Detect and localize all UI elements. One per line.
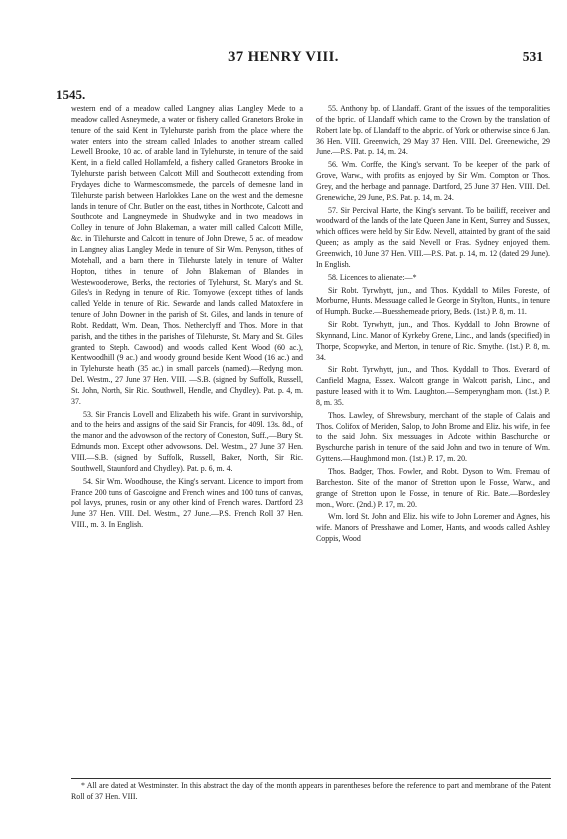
entry-55: 55. Anthony bp. of Llandaff. Grant of the issues of the temporalities of the bpric. of Llandaff which came to the Crown by the translation of Robert late bp. of Llandaff to the abpric. of York or otherwise since 6 Jan. 36 Hen. VIII. Greenwich, 29 May 37 Hen. VIII. Del. Greenewiche, 29 June.—P.S. Pat. p. 14, m. 24. bbox=[316, 104, 550, 157]
entry-58-heading: 58. Licences to alienate:—* bbox=[328, 272, 417, 282]
year-marker: 1545. bbox=[56, 87, 86, 102]
licence-item: Thos. Badger, Thos. Fowler, and Robt. Dyson to Wm. Fremau of Barcheston. Site of the manor of Stretton upon le Fosse, Warw., and grange of Stretton upon le Fosse, in tenure of Ric. Bate.—Bordesley mon., Worc. (2nd.) P. 17, m. 20. bbox=[316, 467, 550, 509]
left-column bbox=[71, 104, 303, 531]
licence-item: Sir Robt. Tyrwhytt, jun., and Thos. Kyddall to John Browne of Skynnand, Linc. Manor of Kyrkeby Grene, Linc., and lands (specified) in Thorpe, Scopwyke, and Merton, in tenure of Ric. Smythe. (1st.) P. 8, m. 34. bbox=[316, 320, 550, 362]
entry-56: 56. Wm. Corffe, the King's servant. To be keeper of the park of Grove, Warw., with profits as enjoyed by Sir Wm. Compton or Thos. Grey, and the herbage and pannage. Dartford, 25 June 37 Hen. VIII. Del. Grenewiche, 29 June, P.S. Pat. p. 14, m. 24. bbox=[316, 160, 550, 202]
footnote-text: * All are dated at Westminster. In this abstract the day of the month appears in parentheses before the reference to part and membrane of the Patent Roll of 37 Hen. VIII. bbox=[71, 781, 551, 801]
licence-item: Thos. Lawley, of Shrewsbury, merchant of the staple of Calais and Thos. Colifox of Meriden, Salop, to John Brome and Eliz. his wife, in fee to the said John. Six messuages in Adcote within Baschurche or Byschurche parish in tenure of the said John and two in tenure of Wm. Gyttens.—Haughmond mon. (1st.) P. 17, m. 20. bbox=[316, 410, 550, 464]
entry-57: 57. Sir Percival Harte, the King's servant. To be bailiff, receiver and woodward of the lands of the late Queen Jane in Kent, Surrey and Sussex, which offices were held by Sir Edw. Nevell, attainted by grant of the said Queen; as amply as the said Nevell or Fras. Sydney enjoyed them. Greenwich, 10 June 37 Hen. VIII.—P.S. Pat. p. 14, m. 12 (dated 29 June). In English. bbox=[316, 205, 550, 269]
running-title: 37 HENRY VIII. bbox=[228, 49, 339, 65]
footnote bbox=[71, 781, 551, 803]
footnote-divider bbox=[71, 778, 551, 779]
entry-52-continuation: western end of a meadow called Langney alias Langley Mede to a meadow called Asneymede, a water or fishery called Granetors Broke in tenure of the said Kent in Tylehurste parish from the place where the water enters into the stream called Inlades to another stream called Lewell Brooke, 10 ac. of arable land in Tylehurste, in tenure of the said Kent, in a field called Hollamfeld, a fishery called Granetors Brooke in Tylehurste parish between Calcott Mill and Southecott extending from Frydayes diche to Warmescomsmede, the parcels of demesne land in Tilehurste parish between Harlokkes Lane on the west and the demesne lands in tenure of Chr. Butler on the east, tithes in Northcote, Calcott and Southcote and Langneymede in Shudwyke and in two meadows in Colley in tenure of John Blakeman, a water mill called Calcott Mille, &c. in Tilehurste and Calcott in tenure of John Drewe, 5 ac. of meadow in Langney alias Langley Mede in tenure of Sir Wm. Penyson, tithes of Motehall, and a barn there in Tilehurste lately in tenure of Walter Hopton, tithes in tenure of John Blakeman of Blandes in Westewooderowe, Berks, the rectories of Tylehurst, St. Mary's and St. Giles's in Redyng in tenure of Ric. Tomyowe (except tithes of lands called Yelde in tenure of Ric. Sewarde and lands called Matoxfere in tenure of John Downer in the parish of St. Giles, and lands in tenure of Robt. Reddatt, Wm. Dean, Thos. Netherclyff and Thos. More in that parish, and the tithes in the parishes of Tilehurste, St. Mary and St. Giles granted to Steph. Cawood) and woods called Kent Wood (60 ac.), Kentwoodhill (9 ac.) and woody ground beside Kent Wood (16 ac.) and in Tylehurste heath (35 ac.) in small parcels (named).—Redyng mon. Del. Westm., 27 June 37 Hen. VIII. —S.B. (signed by Suffolk, Russell, St. John, North, Sir Ric. Southwell, Hendle, and Chydley). Pat. p. 4, m. 37. bbox=[71, 104, 303, 406]
entry-54: 54. Sir Wm. Woodhouse, the King's servant. Licence to import from France 200 tuns of Gascoigne and French wines and 100 tuns of canvas, pol lavys, prunes, rosin or any other kind of French wares. Dartford 23 June 37 Hen. VIII. Del. Westm., 27 June.—P.S. French Roll 37 Hen. VIII., m. 3. In English. bbox=[71, 476, 303, 530]
entry-53: 53. Sir Francis Lovell and Elizabeth his wife. Grant in survivorship, and to the heirs and assigns of the said Sir Francis, for 409l. 13s. 8d., of the manor and the advowson of the rectory of Coneston, Suff.,—Bury St. Edmunds mon. Except other advowsons. Del. Westm., 27 June 37 Hen. VIII.—S.B. (signed by Suffolk, Russell, Baker, North, Sir Ric. Southwell, Staunford and Chydley). Pat. p. 6, m. 4. bbox=[71, 409, 303, 473]
licence-item: Sir Robt. Tyrwhytt, jun., and Thos. Kyddall to Miles Foreste, of Morburne, Hunts. Messuage called le George in Stylton, Hunts., in tenure of Humph. Bucke.—Buesshemeade priory, Beds. (1st.) P. 8, m. 11. bbox=[316, 285, 550, 317]
licence-item: Wm. lord St. John and Eliz. his wife to John Loremer and Agnes, his wife. Manors of Presshawe and Lomer, Hants, and woods called Ashley Coppis, Wood bbox=[316, 512, 550, 544]
page-number: 531 bbox=[522, 49, 543, 64]
licence-item: Sir Robt. Tyrwhytt, jun., and Thos. Kyddall to Thos. Everard of Canfield Magna, Essex. Walcott grange in Walcott parish, Linc., and pasture leased with it to Wm. Laughton.—Semperyngham mon. (1st.) P. 8, m. 35. bbox=[316, 365, 550, 407]
right-column bbox=[316, 104, 550, 545]
